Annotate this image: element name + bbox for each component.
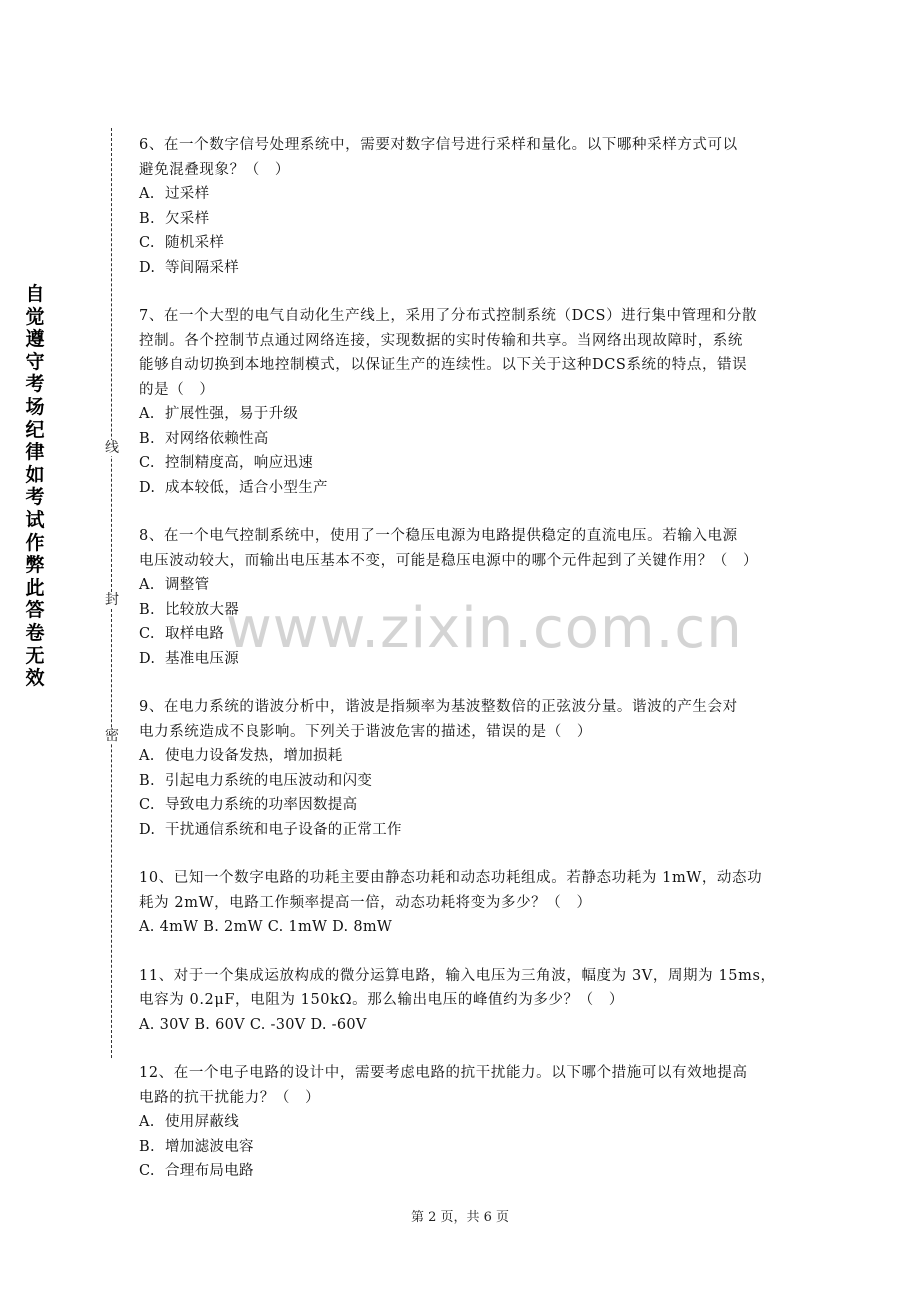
option-label: B.: [139, 1138, 155, 1155]
answer-option: [139, 647, 789, 672]
notice-char: 如: [25, 463, 45, 486]
answer-option: [139, 427, 789, 452]
question-text: 电容为 0.2μF，电阻为 150kΩ。那么输出电压的峰值约为多少？（ ）: [139, 992, 624, 1008]
option-text: 使电力设备发热，增加损耗: [165, 748, 343, 764]
option-text: A. 30V B. 60V C. -30V D. -60V: [139, 1016, 367, 1033]
option-label: B.: [139, 601, 155, 618]
notice-char: 遵: [25, 328, 45, 351]
answer-option: [139, 1013, 789, 1038]
option-text: 欠采样: [165, 210, 210, 227]
binding-label-xian: 线: [105, 440, 119, 456]
notice-char: 卷: [25, 621, 45, 644]
question-text: 电压波动较大，而输出电压基本不变，可能是稳压电源中的哪个元件起到了关键作用？（ ）: [139, 552, 759, 569]
binding-label-mi: 密: [105, 728, 119, 744]
question-text: 9、在电力系统的谐波分析中，谐波是指频率为基波整数倍的正弦波分量。谐波的产生会对: [139, 699, 738, 715]
option-text: 干扰通信系统和电子设备的正常工作: [165, 821, 402, 838]
option-label: D.: [139, 259, 156, 276]
option-text: 过采样: [165, 186, 210, 202]
option-label: A.: [139, 186, 155, 202]
option-text: 对网络依赖性高: [165, 430, 269, 447]
option-label: B.: [139, 430, 155, 447]
option-text: 导致电力系统的功率因数提高: [165, 797, 358, 813]
option-label: D.: [139, 479, 156, 496]
answer-option: [139, 256, 789, 281]
answer-option: [139, 622, 789, 647]
notice-char: 无: [25, 644, 45, 667]
answer-option: [139, 476, 789, 501]
question-block: [139, 964, 789, 1038]
answer-option: [139, 915, 789, 940]
notice-char: 作: [25, 531, 45, 554]
question-block: [139, 133, 789, 280]
answer-option: [139, 1135, 789, 1160]
option-text: 增加滤波电容: [165, 1138, 254, 1155]
exam-discipline-notice: [22, 283, 48, 690]
question-text: 控制。各个控制节点通过网络连接，实现数据的实时传输和共享。当网络出现故障时，系统: [139, 332, 743, 349]
option-label: B.: [139, 210, 155, 227]
answer-option: [139, 744, 789, 769]
answer-option: [139, 818, 789, 843]
question-text: 8、在一个电气控制系统中，使用了一个稳压电源为电路提供稳定的直流电压。若输入电源: [139, 528, 738, 544]
option-text: 成本较低，适合小型生产: [165, 479, 328, 496]
notice-char: 答: [25, 599, 45, 622]
option-label: A.: [139, 406, 155, 422]
option-label: C.: [139, 235, 155, 251]
option-label: B.: [139, 772, 155, 789]
watermark: www.zixin.com.cn: [226, 596, 743, 661]
notice-char: 守: [25, 350, 45, 373]
option-label: C.: [139, 626, 155, 642]
answer-option: [139, 402, 789, 427]
option-text: 使用屏蔽线: [165, 1114, 239, 1130]
option-text: A. 4mW B. 2mW C. 1mW D. 8mW: [139, 919, 393, 935]
option-label: D.: [139, 650, 156, 667]
question-text: 12、在一个电子电路的设计中，需要考虑电路的抗干扰能力。以下哪个措施可以有效地提高: [139, 1065, 748, 1081]
question-text: 电力系统造成不良影响。下列关于谐波危害的描述，错误的是（ ）: [139, 723, 592, 740]
notice-char: 此: [25, 576, 45, 599]
notice-char: 自: [25, 283, 45, 305]
question-text: 避免混叠现象？（ ）: [139, 161, 290, 178]
question-text: 耗为 2mW，电路工作频率提高一倍，动态功耗将变为多少？（ ）: [139, 894, 592, 911]
question-block: [139, 1061, 789, 1184]
answer-option: [139, 182, 789, 207]
answer-option: [139, 207, 789, 232]
notice-char: 试: [25, 508, 45, 531]
notice-char: 考: [25, 373, 45, 396]
question-block: [139, 304, 789, 500]
answer-option: [139, 451, 789, 476]
notice-char: 场: [25, 395, 45, 418]
option-text: 合理布局电路: [165, 1163, 254, 1179]
option-text: 调整管: [165, 577, 210, 593]
question-text: 的是（ ）: [139, 381, 215, 398]
option-label: C.: [139, 797, 155, 813]
question-text: 电路的抗干扰能力？（ ）: [139, 1089, 321, 1106]
question-text: 11、对于一个集成运放构成的微分运算电路，输入电压为三角波，幅度为 3V，周期为 15ms，: [139, 967, 776, 984]
option-label: C.: [139, 1163, 155, 1179]
notice-char: 觉: [25, 305, 45, 328]
answer-option: [139, 598, 789, 623]
question-text: 7、在一个大型的电气自动化生产线上，采用了分布式控制系统（DCS）进行集中管理和分散: [139, 308, 758, 324]
option-label: D.: [139, 821, 156, 838]
option-label: A.: [139, 1114, 155, 1130]
binding-label-feng: 封: [105, 592, 119, 608]
question-list: [139, 133, 789, 1208]
question-text: 10、已知一个数字电路的功耗主要由静态功耗和动态功耗组成。若静态功耗为 1mW，动态功: [139, 870, 763, 886]
answer-option: [139, 1110, 789, 1135]
option-text: 随机采样: [165, 235, 225, 251]
option-text: 比较放大器: [165, 601, 239, 618]
question-block: [139, 695, 789, 842]
notice-char: 考: [25, 486, 45, 509]
notice-char: 律: [25, 441, 45, 464]
option-text: 引起电力系统的电压波动和闪变: [165, 772, 373, 789]
option-text: 取样电路: [165, 626, 225, 642]
option-text: 基准电压源: [165, 650, 239, 667]
question-text: 能够自动切换到本地控制模式，以保证生产的连续性。以下关于这种DCS系统的特点，错误: [139, 357, 748, 373]
option-text: 控制精度高，响应迅速: [165, 455, 313, 471]
question-text: 6、在一个数字信号处理系统中，需要对数字信号进行采样和量化。以下哪种采样方式可以: [139, 137, 738, 153]
question-block: [139, 524, 789, 671]
answer-option: [139, 231, 789, 256]
answer-option: [139, 573, 789, 598]
answer-option: [139, 769, 789, 794]
notice-char: 效: [25, 667, 45, 690]
answer-option: [139, 1159, 789, 1184]
option-label: A.: [139, 748, 155, 764]
option-text: 扩展性强，易于升级: [165, 406, 299, 422]
notice-char: 弊: [25, 554, 45, 577]
notice-char: 纪: [25, 418, 45, 441]
option-label: A.: [139, 577, 155, 593]
answer-option: [139, 793, 789, 818]
option-text: 等间隔采样: [165, 259, 239, 276]
page-footer: 第 2 页，共 6 页: [410, 1210, 510, 1225]
option-label: C.: [139, 455, 155, 471]
question-block: [139, 866, 789, 940]
